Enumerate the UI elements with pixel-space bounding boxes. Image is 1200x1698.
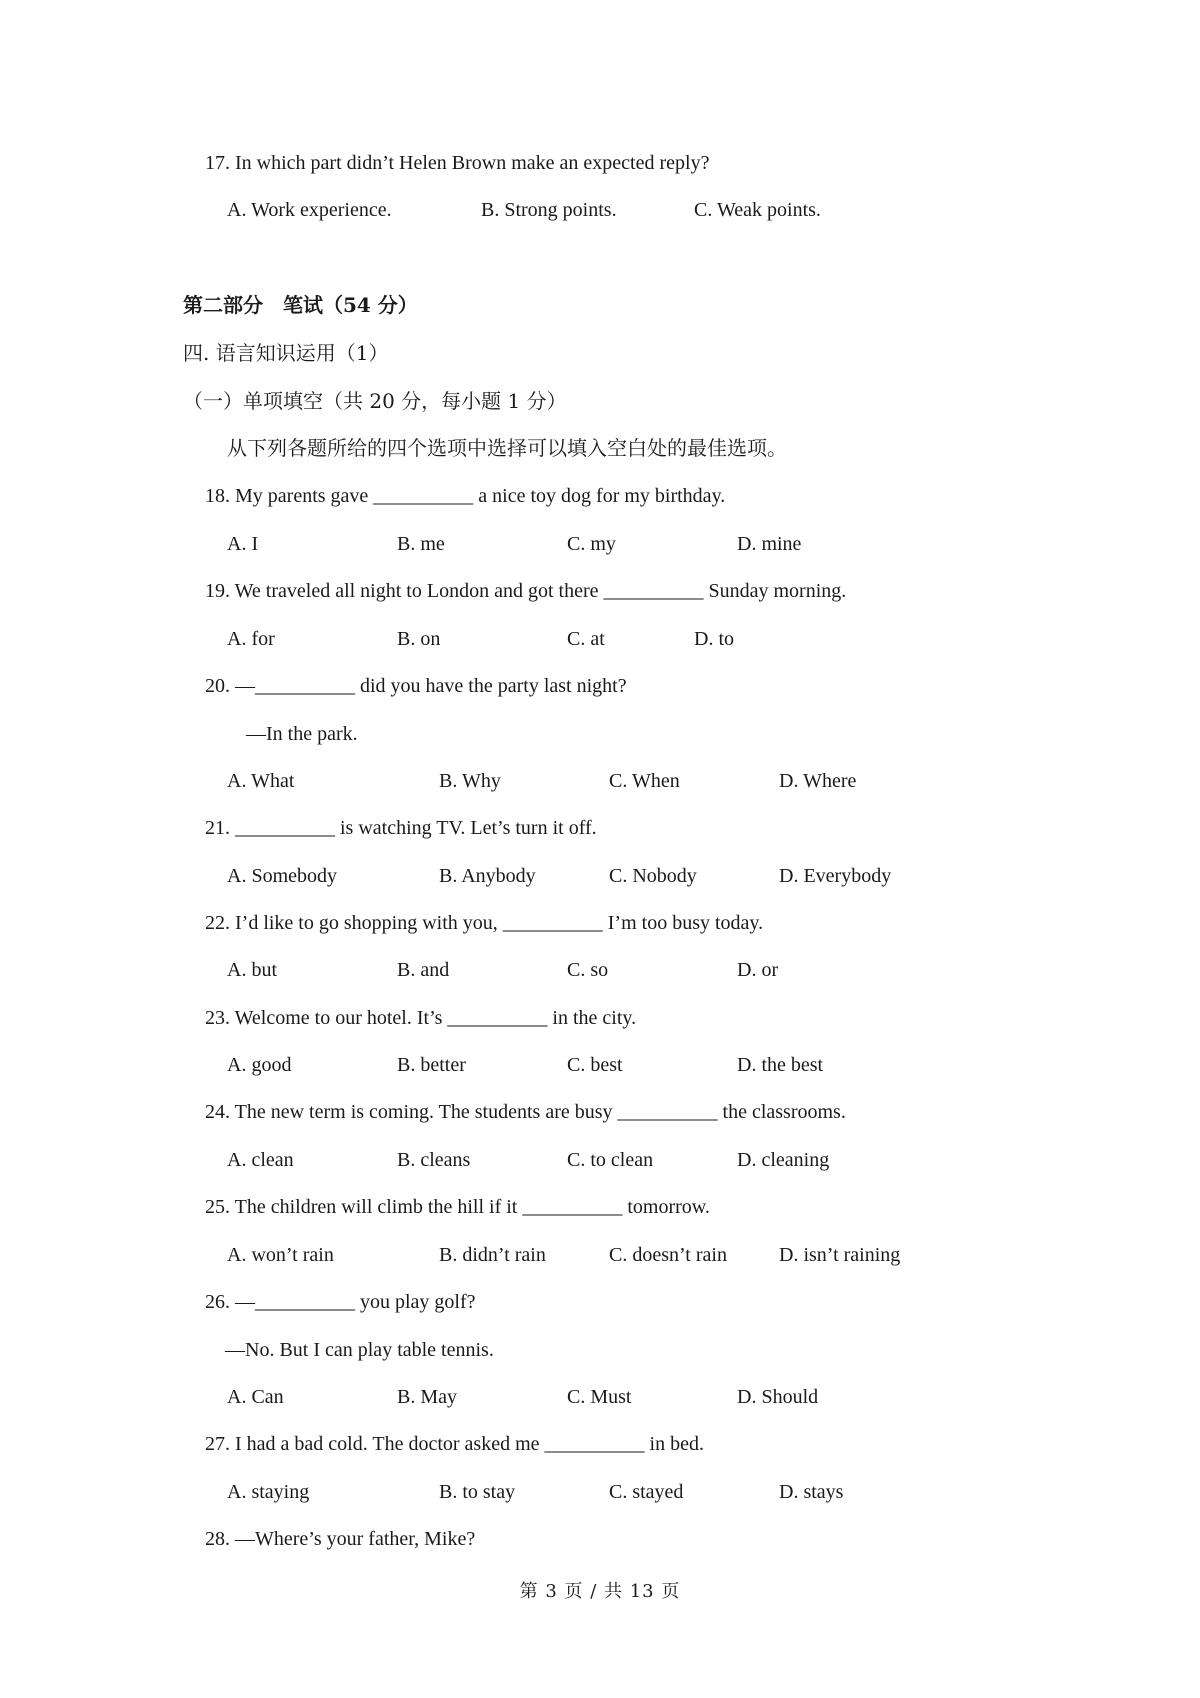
question-24-option-a: A. clean — [227, 1149, 294, 1171]
section-4-heading: 四. 语言知识运用（1） — [183, 341, 389, 365]
question-19-stem: 19. We traveled all night to London and got there __________ Sunday morning. — [205, 580, 847, 602]
question-27-option-c: C. stayed — [609, 1481, 684, 1503]
question-20-reply: —In the park. — [246, 723, 358, 745]
question-24-option-d: D. cleaning — [737, 1149, 830, 1171]
question-24-stem: 24. The new term is coming. The students are busy __________ the classrooms. — [205, 1101, 846, 1123]
question-19-option-d: D. to — [694, 628, 734, 650]
question-21-option-a: A. Somebody — [227, 865, 337, 887]
question-26-option-d: D. Should — [737, 1386, 819, 1408]
question-19-option-c: C. at — [567, 628, 605, 650]
question-20-option-c: C. When — [609, 770, 680, 792]
question-22-option-c: C. so — [567, 959, 609, 981]
question-26-option-c: C. Must — [567, 1386, 632, 1408]
question-21-option-b: B. Anybody — [439, 865, 536, 887]
question-22-option-d: D. or — [737, 959, 779, 981]
question-22-option-a: A. but — [227, 959, 277, 981]
question-23-option-d: D. the best — [737, 1054, 824, 1076]
question-23-option-c: C. best — [567, 1054, 623, 1076]
question-23-option-a: A. good — [227, 1054, 292, 1076]
question-28-stem: 28. —Where’s your father, Mike? — [205, 1528, 476, 1550]
question-27-option-a: A. staying — [227, 1481, 310, 1503]
question-21-option-d: D. Everybody — [779, 865, 892, 887]
question-25-option-c: C. doesn’t rain — [609, 1244, 727, 1266]
question-24-option-c: C. to clean — [567, 1149, 654, 1171]
question-22-stem: 22. I’d like to go shopping with you, __________ I’m too busy today. — [205, 912, 764, 934]
question-23-stem: 23. Welcome to our hotel. It’s __________ in the city. — [205, 1007, 637, 1029]
question-25-stem: 25. The children will climb the hill if it __________ tomorrow. — [205, 1196, 710, 1218]
question-26-stem: 26. —__________ you play golf? — [205, 1291, 476, 1313]
question-17-option-c: C. Weak points. — [694, 199, 821, 221]
question-26-reply: —No. But I can play table tennis. — [225, 1339, 494, 1361]
question-27-option-d: D. stays — [779, 1481, 844, 1503]
question-27-option-b: B. to stay — [439, 1481, 516, 1503]
question-21-option-c: C. Nobody — [609, 865, 697, 887]
question-23-option-b: B. better — [397, 1054, 466, 1076]
question-25-option-d: D. isn’t raining — [779, 1244, 901, 1266]
question-18-option-a: A. I — [227, 533, 259, 555]
question-20-stem: 20. —__________ did you have the party last night? — [205, 675, 627, 697]
question-27-stem: 27. I had a bad cold. The doctor asked me __________ in bed. — [205, 1433, 704, 1455]
question-20-option-b: B. Why — [439, 770, 501, 792]
question-20-option-d: D. Where — [779, 770, 857, 792]
question-26-option-b: B. May — [397, 1386, 457, 1408]
subsection-heading: （一）单项填空（共 20 分，每小题 1 分） — [183, 389, 567, 413]
question-18-option-d: D. mine — [737, 533, 802, 555]
question-19-option-b: B. on — [397, 628, 441, 650]
question-25-option-b: B. didn’t rain — [439, 1244, 546, 1266]
question-22-option-b: B. and — [397, 959, 450, 981]
question-18-stem: 18. My parents gave __________ a nice toy dog for my birthday. — [205, 485, 726, 507]
question-17-option-a: A. Work experience. — [227, 199, 392, 221]
question-20-option-a: A. What — [227, 770, 295, 792]
question-24-option-b: B. cleans — [397, 1149, 471, 1171]
question-21-stem: 21. __________ is watching TV. Let’s turn it off. — [205, 817, 597, 839]
instruction-text: 从下列各题所给的四个选项中选择可以填入空白处的最佳选项。 — [227, 436, 787, 460]
question-17-stem: 17. In which part didn’t Helen Brown make an expected reply? — [205, 152, 710, 174]
question-18-option-c: C. my — [567, 533, 616, 555]
question-25-option-a: A. won’t rain — [227, 1244, 334, 1266]
question-19-option-a: A. for — [227, 628, 275, 650]
question-17-option-b: B. Strong points. — [481, 199, 617, 221]
question-26-option-a: A. Can — [227, 1386, 284, 1408]
page-footer: 第 3 页 / 共 13 页 — [519, 1581, 681, 1602]
part-2-heading: 第二部分 笔试（54 分） — [183, 293, 418, 317]
question-18-option-b: B. me — [397, 533, 445, 555]
